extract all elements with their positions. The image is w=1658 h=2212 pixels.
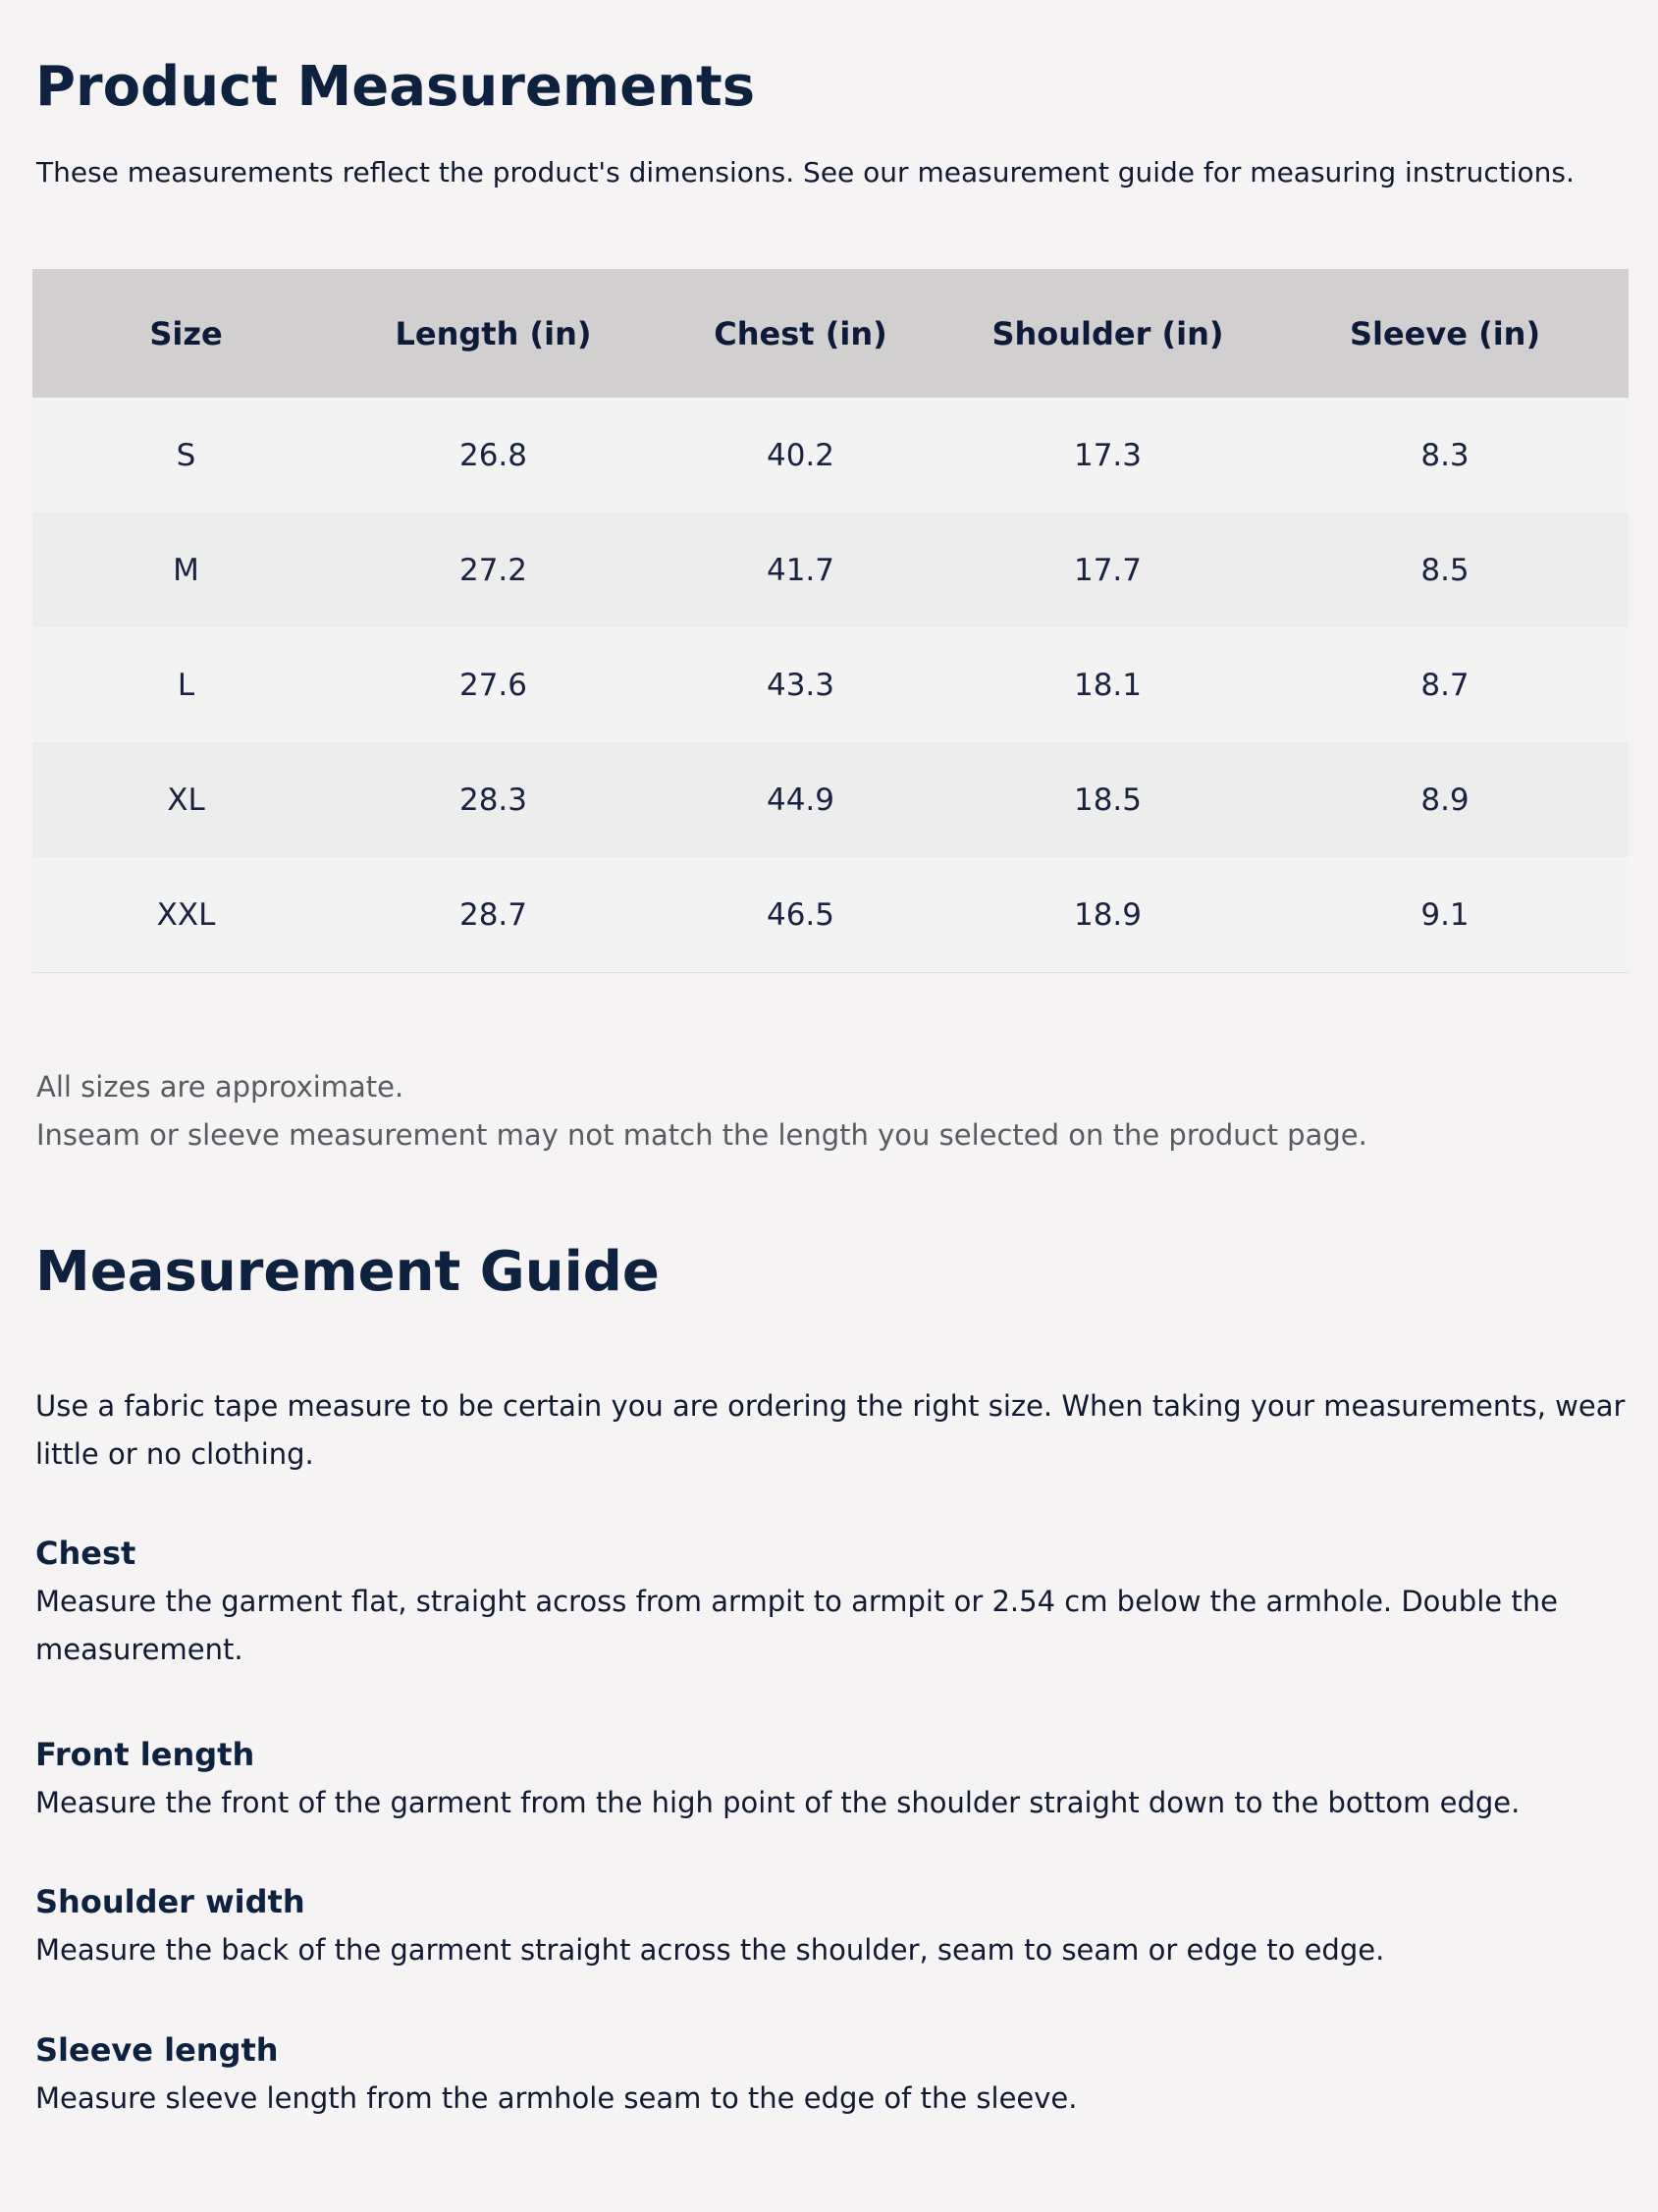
table-row — [32, 627, 1629, 742]
cell-length: 28.7 — [340, 857, 647, 973]
cell-shoulder: 17.7 — [954, 513, 1261, 627]
guide-section-chest — [35, 1529, 1626, 1674]
guide-section-sleeve-length — [35, 2025, 1626, 2123]
cell-chest: 46.5 — [647, 857, 954, 973]
guide-section-heading: Front length — [35, 1736, 255, 1773]
note-approximate: All sizes are approximate. — [36, 1070, 404, 1104]
column-header-shoulder: Shoulder (in) — [954, 269, 1261, 398]
note-inseam: Inseam or sleeve measurement may not match the length you selected on the product page. — [36, 1118, 1367, 1152]
cell-length: 27.2 — [340, 513, 647, 627]
cell-shoulder: 17.3 — [954, 398, 1261, 513]
column-header-sleeve: Sleeve (in) — [1261, 269, 1629, 398]
product-measurements-intro: These measurements reflect the product's dimensions. See our measurement guide for measuring instructions. — [36, 156, 1575, 189]
table-row — [32, 513, 1629, 627]
guide-section-front-length — [35, 1730, 1626, 1827]
table-row — [32, 857, 1629, 973]
table-header-row — [32, 269, 1629, 398]
cell-shoulder: 18.9 — [954, 857, 1261, 973]
size-notes — [36, 1063, 1367, 1160]
table-row — [32, 398, 1629, 513]
cell-sleeve: 8.9 — [1261, 742, 1629, 857]
cell-size: L — [32, 627, 340, 742]
measurement-guide-intro: Use a fabric tape measure to be certain you are ordering the right size. When taking your measurements, wear little or no clothing. — [35, 1389, 1626, 1471]
cell-length: 28.3 — [340, 742, 647, 857]
cell-size: S — [32, 398, 340, 513]
cell-size: XXL — [32, 857, 340, 973]
cell-chest: 40.2 — [647, 398, 954, 513]
cell-sleeve: 8.5 — [1261, 513, 1629, 627]
cell-size: M — [32, 513, 340, 627]
guide-section-text: Measure the garment flat, straight across from armpit to armpit or 2.54 cm below the armhole. Double the measurement. — [35, 1585, 1558, 1666]
cell-chest: 43.3 — [647, 627, 954, 742]
cell-chest: 41.7 — [647, 513, 954, 627]
cell-shoulder: 18.5 — [954, 742, 1261, 857]
cell-sleeve: 9.1 — [1261, 857, 1629, 973]
column-header-chest: Chest (in) — [647, 269, 954, 398]
cell-length: 27.6 — [340, 627, 647, 742]
guide-section-shoulder-width — [35, 1877, 1626, 1974]
guide-section-heading: Shoulder width — [35, 1883, 305, 1920]
cell-sleeve: 8.3 — [1261, 398, 1629, 513]
column-header-size: Size — [32, 269, 340, 398]
cell-size: XL — [32, 742, 340, 857]
product-measurements-title: Product Measurements — [35, 55, 756, 119]
guide-section-text: Measure the back of the garment straight across the shoulder, seam to seam or edge to edge. — [35, 1933, 1385, 1967]
size-chart-table — [32, 269, 1629, 973]
guide-section-text: Measure the front of the garment from the high point of the shoulder straight down to the bottom edge. — [35, 1786, 1521, 1819]
guide-section-heading: Chest — [35, 1535, 136, 1572]
guide-section-heading: Sleeve length — [35, 2031, 279, 2069]
cell-chest: 44.9 — [647, 742, 954, 857]
cell-length: 26.8 — [340, 398, 647, 513]
cell-sleeve: 8.7 — [1261, 627, 1629, 742]
cell-shoulder: 18.1 — [954, 627, 1261, 742]
guide-section-text: Measure sleeve length from the armhole seam to the edge of the sleeve. — [35, 2081, 1078, 2115]
table-row — [32, 742, 1629, 857]
column-header-length: Length (in) — [340, 269, 647, 398]
measurement-guide-title: Measurement Guide — [35, 1240, 660, 1304]
